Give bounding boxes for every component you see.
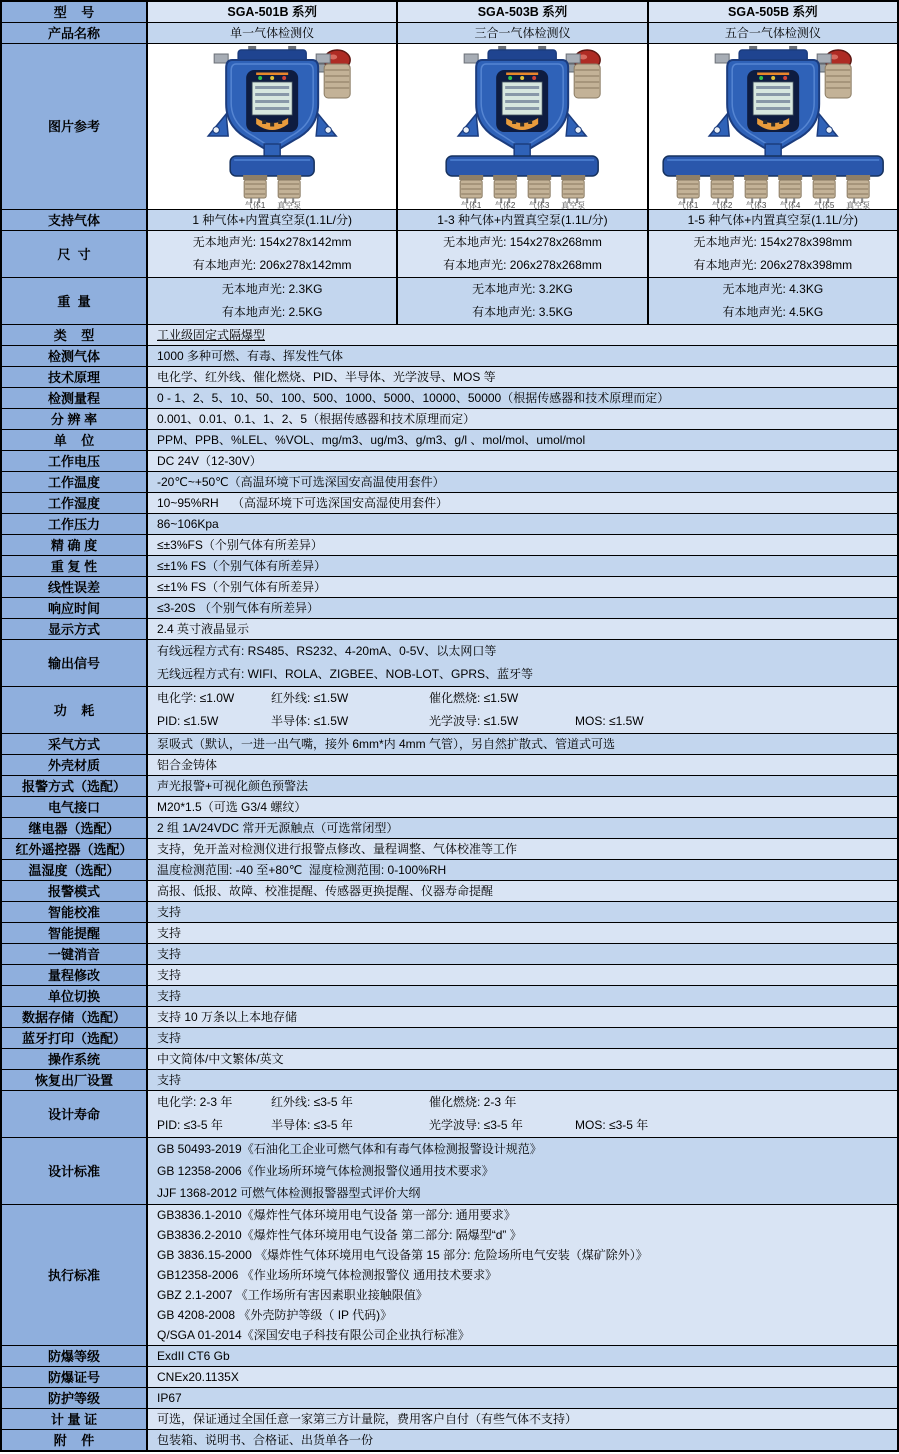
spec-line: 声光报警+可视化颜色预警法 (157, 779, 309, 793)
spec-row (2, 1408, 897, 1429)
spec-line: 铝合金铸体 (157, 758, 218, 772)
spec-segment: 光学波导: ≤1.5W (429, 714, 519, 728)
spec-line: 有本地声光: 3.5KG (472, 305, 573, 319)
compare-row (2, 209, 897, 230)
spec-line: CNEx20.1135X (157, 1370, 239, 1384)
spec-segment: PID: ≤3-5 年 (157, 1118, 223, 1132)
spec-segment: MOS: ≤3-5 年 (575, 1118, 649, 1132)
spec-value-cell (148, 965, 897, 985)
spec-row (2, 754, 897, 775)
spec-line: 无本地声光: 154x278x398mm (693, 235, 853, 249)
compare-row (2, 22, 897, 43)
row-label: 精 确 度 (2, 535, 148, 555)
spec-line: 有本地声光: 2.5KG (221, 305, 323, 319)
spec-row (2, 324, 897, 345)
spec-segment: 光学波导: ≤3-5 年 (429, 1118, 523, 1132)
spec-row (2, 964, 897, 985)
sensor-caption: 气体3 (745, 201, 767, 209)
spec-value-cell (148, 1388, 897, 1408)
row-label: 量程修改 (2, 965, 148, 985)
row-label: 工作湿度 (2, 493, 148, 513)
spec-value-cell (148, 535, 897, 555)
row-label: 恢复出厂设置 (2, 1070, 148, 1090)
spec-row (2, 1090, 897, 1137)
row-label: 显示方式 (2, 619, 148, 639)
row-label: 报警模式 (2, 881, 148, 901)
row-label: 类 型 (2, 325, 148, 345)
row-label: 设计标准 (2, 1138, 148, 1204)
compare-cell (647, 23, 897, 43)
spec-value-cell (148, 1070, 897, 1090)
row-label: 型 号 (2, 2, 148, 22)
sensor-caption: 真空泵 (277, 201, 302, 209)
spec-line (157, 710, 897, 733)
spec-line: 支持 (157, 905, 182, 919)
spec-row (2, 838, 897, 859)
spec-value-cell (148, 1049, 897, 1069)
spec-line: M20*1.5（可选 G3/4 螺纹） (157, 800, 307, 814)
spec-line: SGA-503B 系列 (477, 5, 568, 19)
spec-row (2, 686, 897, 733)
spec-value-cell (148, 598, 897, 618)
spec-line: 10~95%RH （高湿环境下可选深国安高湿使用套件） (157, 496, 449, 510)
spec-line: IP67 (157, 1391, 182, 1405)
row-label: 外壳材质 (2, 755, 148, 775)
compare-cell (396, 23, 646, 43)
spec-row (2, 1387, 897, 1408)
spec-row (2, 1345, 897, 1366)
spec-value-cell (148, 1138, 897, 1204)
row-label: 输出信号 (2, 640, 148, 686)
spec-line: 三合一气体检测仪 (474, 26, 571, 40)
spec-value-cell (148, 1028, 897, 1048)
spec-row (2, 1027, 897, 1048)
spec-line: SGA-505B 系列 (728, 5, 818, 19)
spec-value-cell (148, 776, 897, 796)
row-label: 温湿度（选配） (2, 860, 148, 880)
spec-line: 可选，保证通过全国任意一家第三方计量院，费用客户自付（有些气体不支持） (157, 1412, 578, 1426)
spec-line: ExdII CT6 Gb (157, 1349, 230, 1363)
spec-line: 1 种气体+内置真空泵(1.1L/分) (192, 213, 353, 227)
row-label: 附 件 (2, 1430, 148, 1450)
sensor-caption: 气体1 (677, 201, 699, 209)
spec-line: 支持 (157, 1073, 182, 1087)
spec-line: 有本地声光: 206x278x268mm (443, 258, 602, 272)
spec-row (2, 880, 897, 901)
row-label: 防爆等级 (2, 1346, 148, 1366)
row-label: 电气接口 (2, 797, 148, 817)
spec-row (2, 1069, 897, 1090)
spec-value-cell (148, 640, 897, 686)
spec-value-cell (148, 986, 897, 1006)
spec-value-cell (148, 687, 897, 733)
spec-value-cell (148, 472, 897, 492)
row-label: 重 复 性 (2, 556, 148, 576)
spec-line: 有本地声光: 206x278x398mm (693, 258, 853, 272)
spec-row (2, 471, 897, 492)
spec-row (2, 429, 897, 450)
model-name-cell (148, 2, 396, 22)
row-label: 图片参考 (2, 44, 148, 209)
row-label: 一键消音 (2, 944, 148, 964)
row-label: 功 耗 (2, 687, 148, 733)
spec-row (2, 733, 897, 754)
compare-cell (396, 210, 646, 230)
spec-row (2, 534, 897, 555)
spec-segment: 电化学: ≤1.0W (157, 691, 235, 705)
row-label: 尺 寸 (2, 231, 148, 277)
spec-row (2, 450, 897, 471)
spec-line: 支持 (157, 926, 182, 940)
row-label: 技术原理 (2, 367, 148, 387)
row-label: 防护等级 (2, 1388, 148, 1408)
row-label: 防爆证号 (2, 1367, 148, 1387)
spec-line (157, 1114, 897, 1137)
spec-line (157, 687, 897, 710)
compare-row (2, 277, 897, 324)
spec-row (2, 618, 897, 639)
spec-line: ≤±1% FS（个别气体有所差异） (157, 580, 327, 594)
product-image-cell (396, 44, 646, 209)
spec-value-cell (148, 944, 897, 964)
row-label: 蓝牙打印（选配） (2, 1028, 148, 1048)
spec-segment: 半导体: ≤3-5 年 (271, 1118, 353, 1132)
row-label: 支持气体 (2, 210, 148, 230)
spec-row (2, 345, 897, 366)
spec-line: 1-3 种气体+内置真空泵(1.1L/分) (437, 213, 608, 227)
spec-line: 高报、低报、故障、校准提醒、传感器更换提醒、仪器寿命提醒 (157, 884, 494, 898)
row-label: 红外遥控器（选配） (2, 839, 148, 859)
row-label: 智能提醒 (2, 923, 148, 943)
spec-line: 支持 (157, 1031, 182, 1045)
row-label: 采气方式 (2, 734, 148, 754)
spec-value-cell (148, 346, 897, 366)
spec-value-cell (148, 577, 897, 597)
compare-cell (148, 278, 396, 324)
spec-row (2, 817, 897, 838)
spec-segment: PID: ≤1.5W (157, 714, 219, 728)
spec-line: 泵吸式（默认，一进一出气嘴，接外 6mm*内 4mm 气管），另自然扩散式、管道式可选 (157, 737, 616, 751)
spec-row (2, 775, 897, 796)
spec-value-cell (148, 1007, 897, 1027)
spec-line: 无本地声光: 4.3KG (722, 282, 824, 296)
spec-line (157, 1091, 897, 1114)
device-illustration (649, 44, 897, 209)
spec-line: 无本地声光: 154x278x142mm (192, 235, 352, 249)
spec-line: 2.4 英寸液晶显示 (157, 622, 250, 636)
spec-value-cell (148, 409, 897, 429)
spec-line: GB 4208-2008 《外壳防护等级（ IP 代码)》 (157, 1308, 393, 1322)
compare-cell (647, 278, 897, 324)
spec-line: -20℃~+50℃（高温环境下可选深国安高温使用套件） (157, 475, 445, 489)
spec-line: DC 24V（12-30V） (157, 454, 262, 468)
spec-line: 单一气体检测仪 (230, 26, 315, 40)
row-label: 检测气体 (2, 346, 148, 366)
image-row (2, 43, 897, 209)
spec-row (2, 1137, 897, 1204)
spec-segment: 红外线: ≤3-5 年 (271, 1095, 353, 1109)
compare-cell (148, 210, 396, 230)
row-label: 工作压力 (2, 514, 148, 534)
row-label: 检测量程 (2, 388, 148, 408)
sensor-caption: 气体5 (813, 201, 835, 209)
row-label: 分 辨 率 (2, 409, 148, 429)
product-image-cell (647, 44, 897, 209)
spec-line: 支持 (157, 968, 182, 982)
row-label: 单 位 (2, 430, 148, 450)
spec-segment: 半导体: ≤1.5W (271, 714, 349, 728)
row-label: 重 量 (2, 278, 148, 324)
compare-cell (396, 231, 646, 277)
row-label: 操作系统 (2, 1049, 148, 1069)
spec-value-cell (148, 619, 897, 639)
spec-row (2, 1006, 897, 1027)
spec-value-cell (148, 902, 897, 922)
spec-line: 0.001、0.01、0.1、1、2、5（根据传感器和技术原理而定） (157, 412, 476, 426)
spec-value-cell (148, 734, 897, 754)
spec-line: 1-5 种气体+内置真空泵(1.1L/分) (687, 213, 858, 227)
spec-line: JJF 1368-2012 可燃气体检测报警器型式评价大纲 (157, 1186, 421, 1200)
row-label: 计 量 证 (2, 1409, 148, 1429)
spec-segment: 催化燃烧: ≤1.5W (429, 691, 519, 705)
spec-line: 支持，免开盖对检测仪进行报警点修改、量程调整、气体校准等工作 (157, 842, 518, 856)
row-label: 数据存储（选配） (2, 1007, 148, 1027)
spec-line: 有线远程方式有: RS485、RS232、4-20mA、0-5V、以太网口等 (157, 644, 497, 658)
spec-line: 电化学、红外线、催化燃烧、PID、半导体、光学波导、MOS 等 (157, 370, 496, 384)
spec-line: GB 50493-2019《石油化工企业可燃气体和有毒气体检测报警设计规范》 (157, 1142, 542, 1156)
spec-line: 五合一气体检测仪 (724, 26, 821, 40)
spec-segment: 红外线: ≤1.5W (271, 691, 349, 705)
spec-value-cell (148, 451, 897, 471)
spec-line: GB3836.1-2010《爆炸性气体环境用电气设备 第一部分: 通用要求》 (157, 1208, 516, 1222)
compare-row (2, 230, 897, 277)
spec-row (2, 1048, 897, 1069)
spec-line: GBZ 2.1-2007 《工作场所有害因素职业接触限值》 (157, 1288, 428, 1302)
spec-value-cell (148, 514, 897, 534)
compare-cell (148, 23, 396, 43)
row-label: 工作温度 (2, 472, 148, 492)
row-label: 响应时间 (2, 598, 148, 618)
spec-line: 中文简体/中文繁体/英文 (157, 1052, 284, 1066)
spec-line: GB3836.2-2010《爆炸性气体环境用电气设备 第二部分: 隔爆型“d” 》 (157, 1228, 522, 1242)
row-label: 线性误差 (2, 577, 148, 597)
spec-segment: 催化燃烧: 2-3 年 (429, 1095, 517, 1109)
spec-line: 支持 (157, 947, 182, 961)
spec-value-cell (148, 818, 897, 838)
spec-row (2, 366, 897, 387)
spec-value-cell (148, 367, 897, 387)
spec-row (2, 576, 897, 597)
sensor-caption: 气体4 (779, 201, 801, 209)
compare-cell (396, 278, 646, 324)
sensor-caption: 气体2 (711, 201, 733, 209)
row-label: 单位切换 (2, 986, 148, 1006)
spec-line: 2 组 1A/24VDC 常开无源触点（可选常闭型） (157, 821, 399, 835)
spec-line: 支持 10 万条以上本地存储 (157, 1010, 298, 1024)
spec-line: PPM、PPB、%LEL、%VOL、mg/m3、ug/m3、g/m3、g/l 、mol/mol、umol/mol (157, 433, 586, 447)
device-illustration (398, 44, 646, 209)
spec-value-cell (148, 493, 897, 513)
spec-value-cell (148, 1346, 897, 1366)
spec-line: 0 - 1、2、5、10、50、100、500、1000、5000、10000、50000（根据传感器和技术原理而定） (157, 391, 670, 405)
spec-value-cell (148, 881, 897, 901)
spec-line: 支持 (157, 989, 182, 1003)
model-header-row (2, 2, 897, 22)
spec-value-cell (148, 860, 897, 880)
spec-value-cell (148, 1205, 897, 1345)
spec-row (2, 492, 897, 513)
sensor-caption: 气体1 (244, 201, 266, 209)
spec-row (2, 859, 897, 880)
spec-row (2, 796, 897, 817)
spec-row (2, 555, 897, 576)
spec-line: GB 3836.15-2000 《爆炸性气体环境用电气设备第 15 部分: 危险场所电气安装（煤矿除外）》 (157, 1248, 648, 1262)
row-label: 智能校准 (2, 902, 148, 922)
sensor-caption: 真空泵 (845, 201, 870, 209)
spec-line: GB 12358-2006《作业场所环境气体检测报警仪通用技术要求》 (157, 1164, 494, 1178)
spec-line: 有本地声光: 206x278x142mm (192, 258, 352, 272)
spec-line: Q/SGA 01-2014《深国安电子科技有限公司企业执行标准》 (157, 1328, 470, 1342)
spec-line: SGA-501B 系列 (227, 5, 317, 19)
spec-row (2, 1429, 897, 1450)
row-label: 报警方式（选配） (2, 776, 148, 796)
spec-row (2, 943, 897, 964)
product-image-cell (148, 44, 396, 209)
spec-row (2, 922, 897, 943)
compare-cell (647, 231, 897, 277)
spec-line: ≤±1% FS（个别气体有所差异） (157, 559, 327, 573)
spec-row (2, 1366, 897, 1387)
spec-line: 无本地声光: 2.3KG (221, 282, 323, 296)
spec-line: ≤±3%FS（个别气体有所差异） (157, 538, 323, 552)
spec-row (2, 408, 897, 429)
sensor-caption: 真空泵 (561, 201, 586, 209)
spec-value-cell (148, 1091, 897, 1137)
row-label: 产品名称 (2, 23, 148, 43)
spec-value-cell (148, 325, 897, 345)
spec-value-cell (148, 755, 897, 775)
spec-line: 包装箱、说明书、合格证、出货单各一份 (157, 1433, 374, 1447)
spec-line: 无本地声光: 3.2KG (472, 282, 573, 296)
spec-row (2, 597, 897, 618)
compare-cell (647, 210, 897, 230)
spec-value-cell (148, 1430, 897, 1450)
sensor-caption: 气体3 (529, 201, 550, 209)
spec-line: 工业级固定式隔爆型 (157, 328, 266, 342)
spec-line: 无线远程方式有: WIFI、ROLA、ZIGBEE、NOB-LOT、GPRS、蓝牙等 (157, 667, 534, 681)
model-name-cell (396, 2, 646, 22)
spec-line: 86~106Kpa (157, 517, 219, 531)
spec-line: GB12358-2006 《作业场所环境气体检测报警仪 通用技术要求》 (157, 1268, 498, 1282)
spec-row (2, 985, 897, 1006)
spec-row (2, 901, 897, 922)
spec-row (2, 513, 897, 534)
row-label: 工作电压 (2, 451, 148, 471)
spec-line: 无本地声光: 154x278x268mm (443, 235, 602, 249)
spec-row (2, 1204, 897, 1345)
spec-value-cell (148, 797, 897, 817)
row-label: 继电器（选配） (2, 818, 148, 838)
spec-value-cell (148, 1367, 897, 1387)
spec-segment: 电化学: 2-3 年 (157, 1095, 233, 1109)
spec-line: 温度检测范围: -40 至+80℃ 湿度检测范围: 0-100%RH (157, 863, 447, 877)
spec-line: 1000 多种可燃、有毒、挥发性气体 (157, 349, 344, 363)
row-label: 设计寿命 (2, 1091, 148, 1137)
spec-value-cell (148, 839, 897, 859)
sensor-caption: 气体1 (461, 201, 482, 209)
spec-value-cell (148, 388, 897, 408)
device-illustration (148, 44, 396, 209)
spec-line: ≤3-20S （个别气体有所差异） (157, 601, 319, 615)
sensor-caption: 气体2 (495, 201, 516, 209)
spec-value-cell (148, 556, 897, 576)
spec-segment: MOS: ≤1.5W (575, 714, 644, 728)
row-label: 执行标准 (2, 1205, 148, 1345)
spec-line: 有本地声光: 4.5KG (722, 305, 824, 319)
compare-cell (148, 231, 396, 277)
spec-value-cell (148, 1409, 897, 1429)
spec-value-cell (148, 430, 897, 450)
spec-row (2, 639, 897, 686)
model-name-cell (647, 2, 897, 22)
spec-value-cell (148, 923, 897, 943)
spec-row (2, 387, 897, 408)
